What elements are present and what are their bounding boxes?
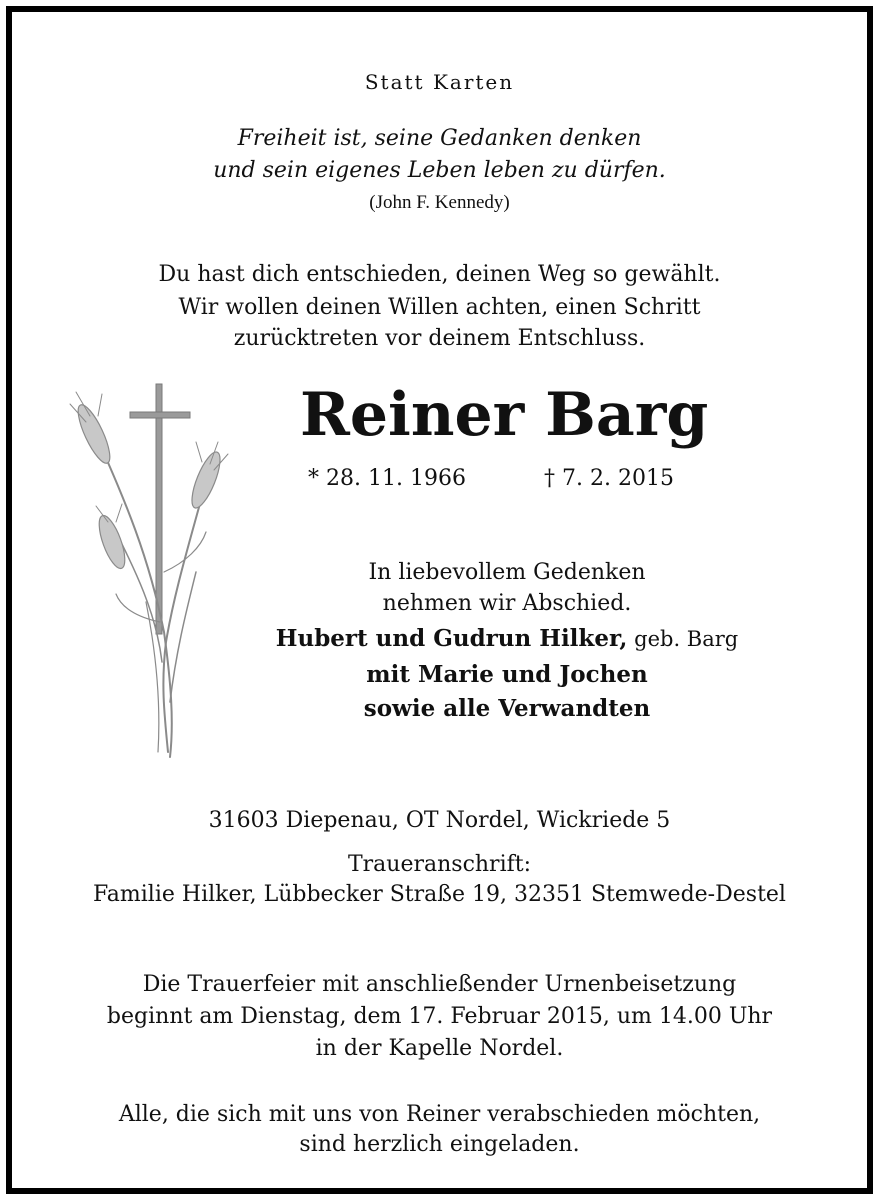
mourning-address: Familie Hilker, Lübbecker Straße 19, 32351 Stemwede-Destel: [93, 882, 786, 907]
family-line-1: [222, 625, 792, 652]
deceased-name: Reiner Barg: [300, 380, 709, 450]
cross-with-wheat-icon: [46, 372, 236, 762]
invitation-line-2: sind herzlich eingeladen.: [299, 1132, 580, 1157]
invitation-line-1: Alle, die sich mit uns von Reiner verabschieden möchten,: [118, 1102, 761, 1127]
verse-line-2: Wir wollen deinen Willen achten, einen Schritt: [178, 295, 701, 320]
quote-author: (John F. Kennedy): [369, 192, 510, 213]
family-names: Hubert und Gudrun Hilker,: [275, 625, 628, 652]
residence-address: 31603 Diepenau, OT Nordel, Wickriede 5: [208, 808, 671, 833]
birth-date: * 28. 11. 1966: [308, 466, 466, 491]
quote-line-1: Freiheit ist, seine Gedanken denken: [237, 126, 642, 151]
ceremony-line-2: beginnt am Dienstag, dem 17. Februar 2015, um 14.00 Uhr: [106, 1004, 773, 1029]
verse-line-1: Du hast dich entschieden, deinen Weg so gewählt.: [158, 262, 721, 287]
grief-line-1: In liebevollem Gedenken: [368, 560, 646, 585]
statt-karten-heading: Statt Karten: [364, 70, 515, 94]
ceremony-line-3: in der Kapelle Nordel.: [315, 1036, 564, 1061]
family-nee: geb. Barg: [627, 627, 739, 651]
family-line-2: mit Marie und Jochen: [366, 661, 648, 688]
grief-line-2: nehmen wir Abschied.: [382, 591, 632, 616]
obituary-frame: [6, 6, 873, 1194]
mourning-address-label: Traueranschrift:: [347, 852, 532, 877]
death-date: † 7. 2. 2015: [544, 466, 674, 491]
family-line-3: sowie alle Verwandten: [363, 695, 651, 722]
verse-line-3: zurücktreten vor deinem Entschluss.: [233, 326, 646, 351]
ceremony-line-1: Die Trauerfeier mit anschließender Urnenbeisetzung: [142, 972, 737, 997]
quote-line-2: und sein eigenes Leben leben zu dürfen.: [213, 158, 666, 183]
